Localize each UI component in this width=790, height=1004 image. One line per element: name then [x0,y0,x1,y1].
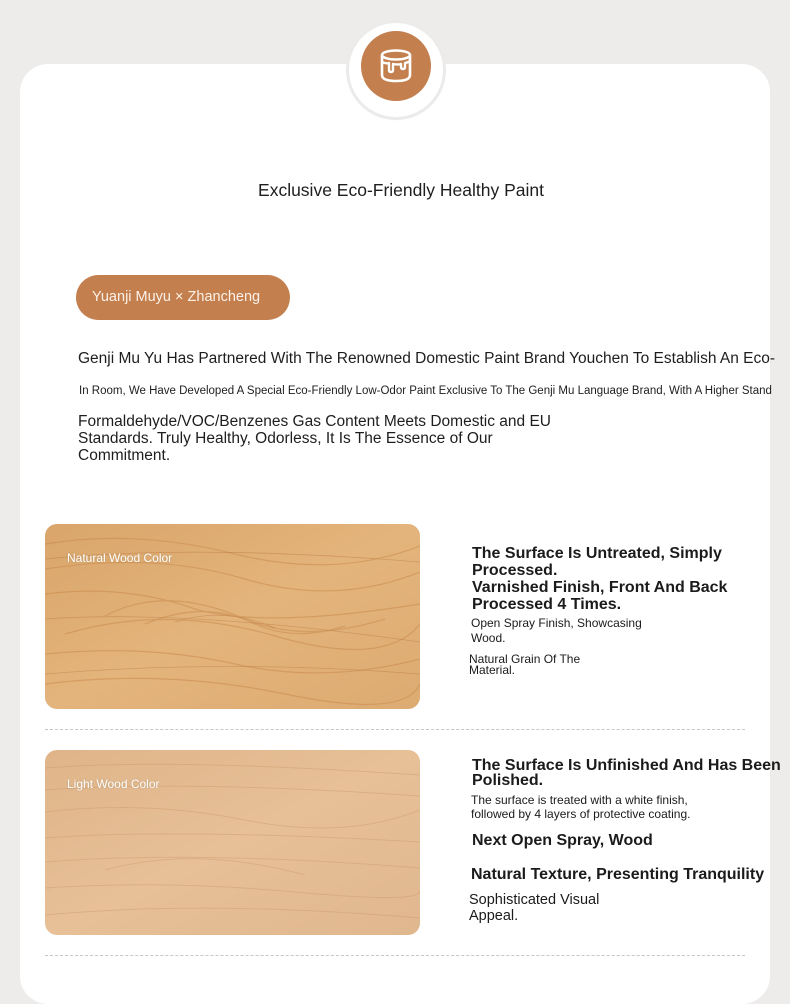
finish-2-heading-a: The Surface Is Unfinished And Has Been Polished. [472,757,781,789]
partner-badge: Yuanji Muyu × Zhancheng [76,275,290,320]
finish-1-note-a: Open Spray Finish, Showcasing Wood. [471,616,642,645]
finish-1-note-b: Natural Grain Of The Material. [469,652,581,677]
finish-1-heading-a: The Surface Is Untreated, Simply Processed. [472,545,722,579]
intro-line-3: Formaldehyde/VOC/Benzenes Gas Content Meets Domestic and EU Standards. Truly Healthy, Odorless, It Is The Essence of Our Commitment. [78,413,551,464]
intro-line-2: In Room, We Have Developed A Special Eco-Friendly Low-Odor Paint Exclusive To The Genji Mu Language Brand, With A Higher Stand [79,385,772,397]
finish-2-heading-b: Next Open Spray, Wood [472,832,653,849]
header-icon-badge [349,23,443,117]
swatch-label: Light Wood Color [67,777,160,791]
section-divider [45,955,745,956]
finish-2-heading-c: Natural Texture, Presenting Tranquility [471,866,765,883]
intro-line-1: Genji Mu Yu Has Partnered With The Renowned Domestic Paint Brand Youchen To Establish An Eco- [78,350,776,367]
wood-swatch-light [45,750,420,935]
finish-1-heading-b: Varnished Finish, Front And Back Processed 4 Times. [472,579,728,613]
page-title: Exclusive Eco-Friendly Healthy Paint [258,180,544,200]
paint-bucket-icon [374,44,418,88]
section-divider [45,729,745,730]
swatch-label: Natural Wood Color [67,551,173,565]
finish-2-note-b: Sophisticated Visual Appeal. [469,892,600,924]
wood-swatch-natural [45,524,420,709]
finish-2-note-a: The surface is treated with a white finish, followed by 4 layers of protective coating. [471,793,691,821]
